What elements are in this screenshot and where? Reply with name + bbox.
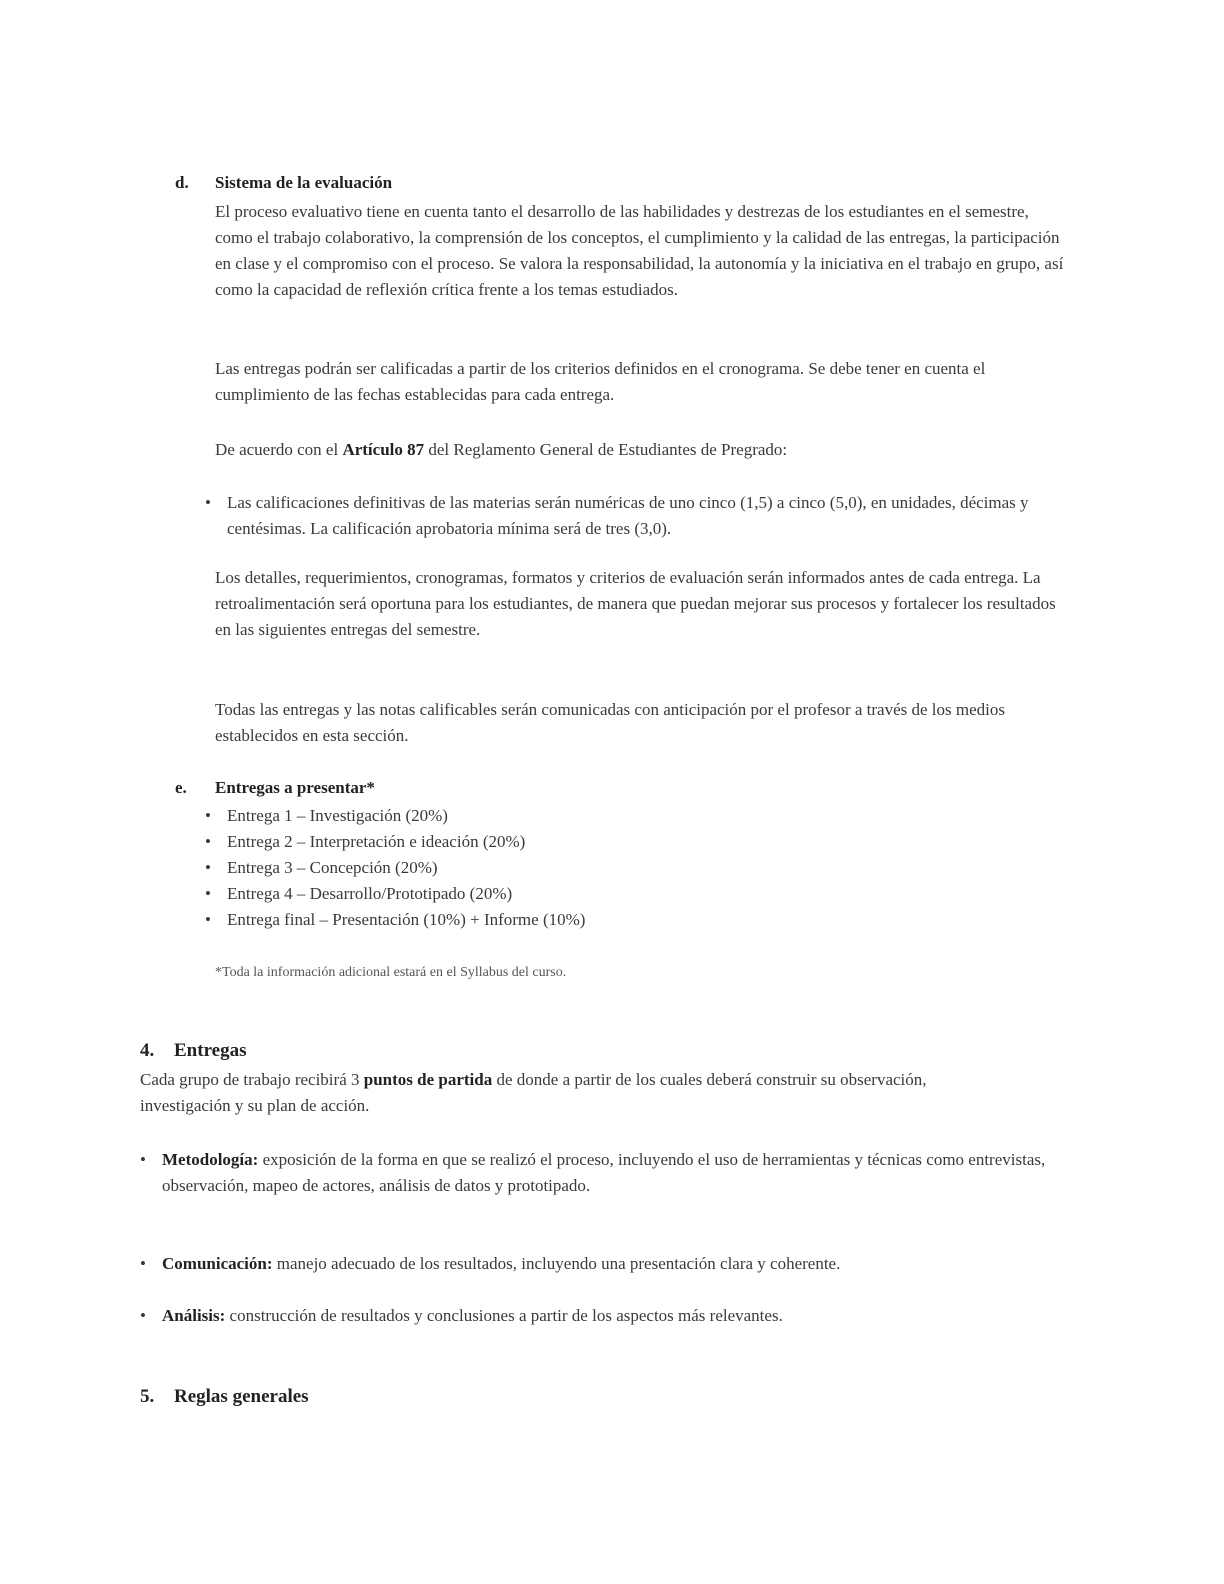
section-e-marker: e. — [175, 778, 187, 797]
section-d-paragraph-1-text: El proceso evaluativo tiene en cuenta tanto el desarrollo de las habilidades y destrezas de los estudiantes en el semestre, como el trabajo colaborativo, la comprensión de los conceptos, el cumplimiento y la calidad de las entregas, la participación en clase y el compromiso con el proceso. Se valora la responsabilidad, la autonomía y la iniciativa en el trabajo en grupo, así como la capacidad de reflexión crítica frente a los temas estudiados. — [215, 202, 1064, 299]
list-item — [140, 1251, 1075, 1277]
list-item — [140, 1147, 1075, 1199]
list-item-text: Las calificaciones definitivas de las materias serán numéricas de uno cinco (1,5) a cinco (5,0), en unidades, décimas y centésimas. La calificación aprobatoria mínima será de tres (3,0). — [227, 493, 1029, 538]
list-item-text: Entrega 4 – Desarrollo/Prototipado (20%) — [227, 884, 513, 903]
section-4-bullet-2 — [140, 1251, 1075, 1277]
bullet-icon: • — [205, 884, 211, 903]
section-d-bullet-list — [205, 490, 1035, 542]
list-item — [205, 803, 905, 829]
list-item — [205, 855, 905, 881]
list-item — [205, 829, 905, 855]
list-item — [205, 907, 905, 933]
list-item-text: exposición de la forma en que se realizó el proceso, incluyendo el uso de herramientas y técnicas como entrevistas, observación, mapeo de actores, análisis de datos y prototipado. — [162, 1150, 1046, 1195]
section-4-marker: 4. — [140, 1040, 155, 1061]
list-item-text: Entrega 2 – Interpretación e ideación (20%) — [227, 832, 526, 851]
section-4-intro — [140, 1067, 1010, 1119]
section-d-paragraph-5 — [215, 697, 1070, 749]
section-4-heading — [140, 1037, 1040, 1065]
section-5-title: Reglas generales — [174, 1386, 309, 1407]
section-d-paragraph-1 — [215, 199, 1065, 329]
list-item-text: Entrega 3 – Concepción (20%) — [227, 858, 438, 877]
list-item — [205, 881, 905, 907]
section-d-paragraph-3 — [215, 437, 1065, 463]
bullet-icon: • — [205, 858, 211, 877]
list-item — [140, 1303, 1075, 1329]
bullet-icon: • — [205, 493, 211, 512]
list-item-text: manejo adecuado de los resultados, incluyendo una presentación clara y coherente. — [272, 1254, 841, 1273]
section-d-paragraph-2 — [215, 356, 1065, 408]
section-d-marker: d. — [175, 173, 189, 192]
list-item-text: Entrega final – Presentación (10%) + Informe (10%) — [227, 910, 586, 929]
section-e-title: Entregas a presentar* — [215, 778, 375, 797]
section-4-bullet-3 — [140, 1303, 1075, 1329]
section-5-heading — [140, 1383, 1040, 1411]
article-reference: Artículo 87 — [342, 440, 425, 459]
bullet-icon: • — [205, 910, 211, 929]
list-item-text: construcción de resultados y conclusiones a partir de los aspectos más relevantes. — [225, 1306, 783, 1325]
para3-post: del Reglamento General de Estudiantes de Pregrado: — [424, 440, 788, 459]
list-item-text: Entrega 1 – Investigación (20%) — [227, 806, 448, 825]
para3-pre: De acuerdo con el — [215, 440, 343, 459]
bullet-icon: • — [205, 806, 211, 825]
list-item — [205, 490, 1035, 542]
intro-post: de donde a partir de los cuales deberá construir su observación, investigación y su plan de acción. — [140, 1070, 927, 1115]
list-item-label: Análisis: — [162, 1306, 226, 1325]
section-4-bullet-1 — [140, 1147, 1075, 1225]
section-d-paragraph-2-text: Las entregas podrán ser calificadas a partir de los criterios definidos en el cronograma. Se debe tener en cuenta el cumplimiento de las fechas establecidas para cada entrega. — [215, 359, 986, 404]
deliverables-note-text: *Toda la información adicional estará en el Syllabus del curso. — [215, 965, 567, 980]
section-d-paragraph-4 — [215, 565, 1065, 669]
list-item-label: Comunicación: — [162, 1254, 273, 1273]
section-5-marker: 5. — [140, 1386, 155, 1407]
bullet-icon: • — [205, 832, 211, 851]
section-4-title: Entregas — [174, 1040, 247, 1061]
section-d-title: Sistema de la evaluación — [215, 173, 393, 192]
section-d-paragraph-5-text: Todas las entregas y las notas calificables serán comunicadas con anticipación por el profesor a través de los medios establecidos en esta sección. — [215, 700, 1005, 745]
intro-bold: puntos de partida — [363, 1070, 493, 1089]
list-item-label: Metodología: — [162, 1150, 259, 1169]
bullet-icon: • — [140, 1306, 146, 1325]
section-e-heading — [175, 775, 1055, 801]
section-d-heading — [175, 170, 1055, 196]
deliverables-list — [205, 803, 905, 933]
bullet-icon: • — [140, 1254, 146, 1273]
bullet-icon: • — [140, 1150, 146, 1169]
section-d-paragraph-4-text: Los detalles, requerimientos, cronogramas, formatos y criterios de evaluación serán informados antes de cada entrega. La retroalimentación será oportuna para los estudiantes, de manera que puedan mejorar sus procesos y fortalecer los resultados en las siguientes entregas del semestre. — [215, 568, 1056, 639]
deliverables-note — [215, 962, 1065, 984]
intro-pre: Cada grupo de trabajo recibirá 3 — [140, 1070, 364, 1089]
